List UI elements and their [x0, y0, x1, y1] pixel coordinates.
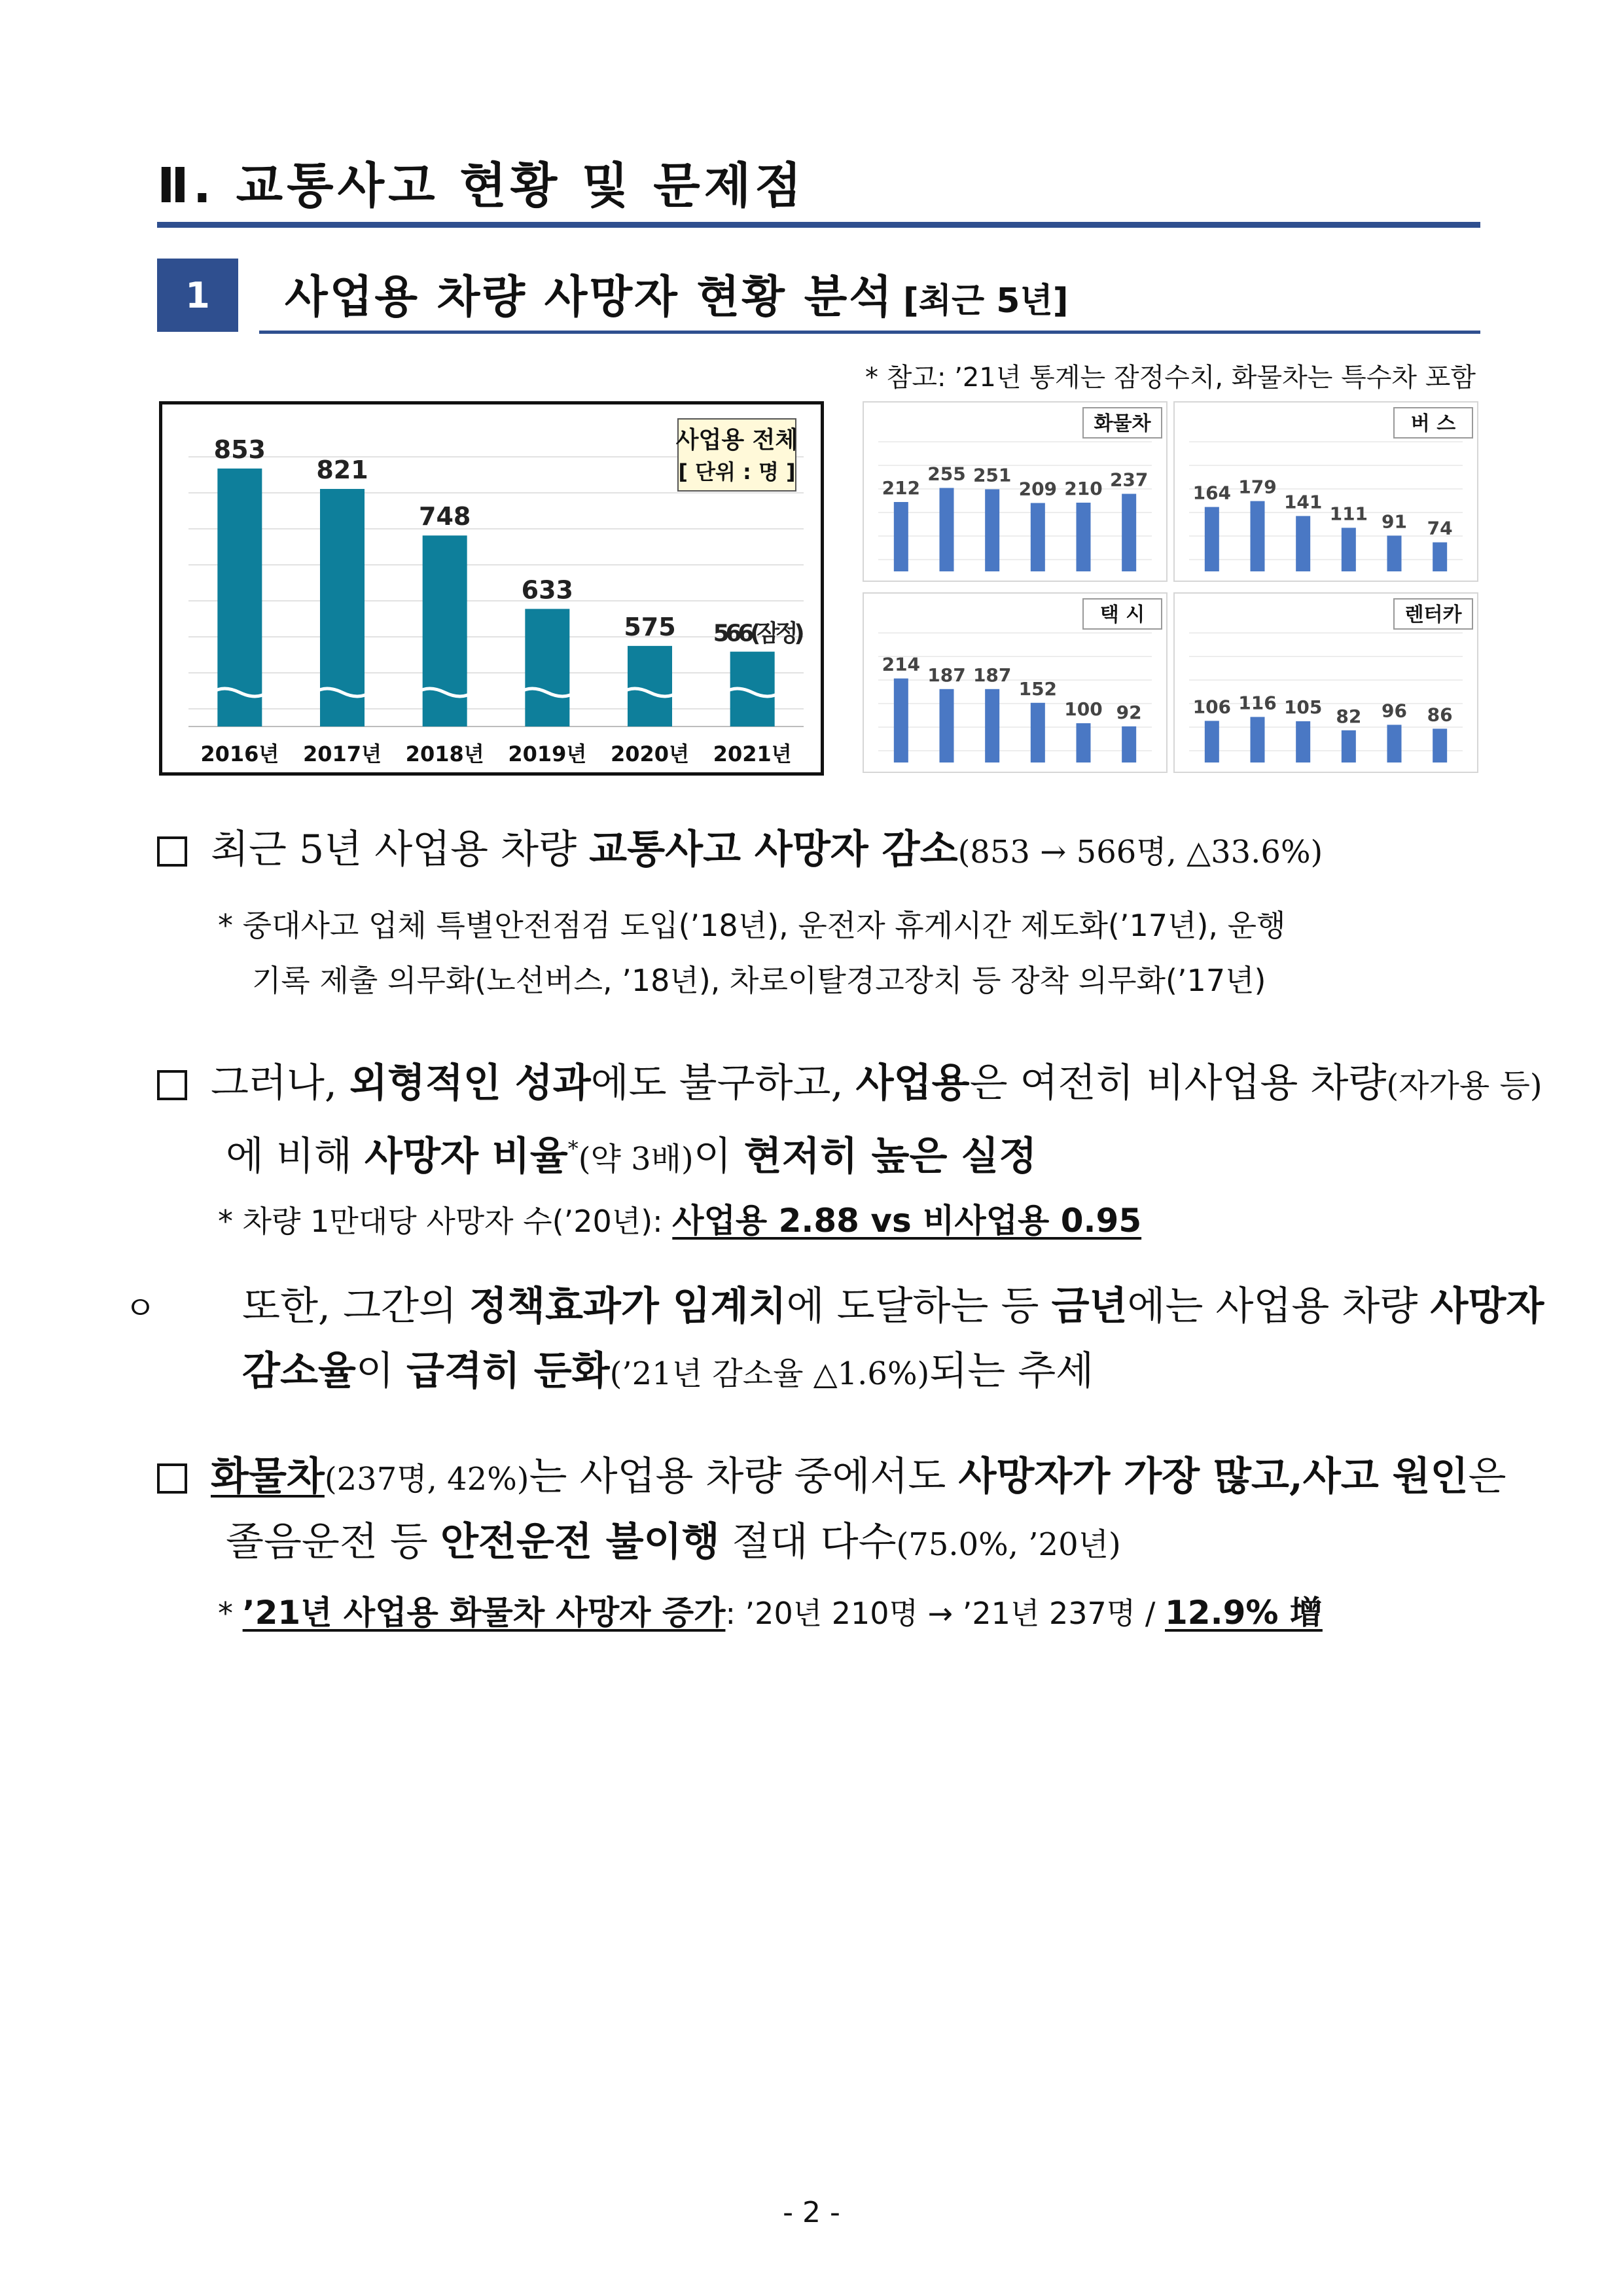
o1-text-g: 이	[355, 1348, 406, 1394]
o1-text-c: 에 도달하는 등	[786, 1283, 1052, 1329]
bar	[1296, 516, 1310, 571]
category-tick-label: 2021년	[713, 742, 792, 766]
data-label: 633	[521, 575, 573, 605]
bar	[1077, 503, 1091, 571]
data-label: 187	[927, 664, 966, 686]
subsection-number: 1	[157, 259, 238, 332]
bar	[628, 646, 672, 726]
rental-chart	[1173, 592, 1478, 773]
data-label: 237	[1109, 469, 1149, 491]
p2-paren-j: (약 3배)	[578, 1141, 694, 1177]
p2-text-c: 에도 불구하고,	[590, 1060, 856, 1106]
data-label: 111	[1329, 503, 1368, 525]
data-label: 91	[1382, 511, 1407, 533]
bar	[1342, 528, 1356, 571]
data-label: 748	[419, 502, 471, 531]
bar	[940, 689, 954, 762]
section-title: Ⅱ. 교통사고 현황 및 문제점	[157, 158, 806, 214]
o1-text-e: 에는 사업용 차량	[1127, 1283, 1431, 1329]
bar	[1387, 535, 1402, 571]
p2-text-e: 은 여전히 비사업용 차량	[969, 1060, 1387, 1106]
category-tick-label: 2016년	[200, 742, 279, 766]
data-label: 100	[1064, 698, 1103, 720]
data-label: 821	[316, 456, 368, 485]
data-label: 853	[213, 435, 266, 464]
bus-chart	[1173, 401, 1478, 582]
data-label: 214	[882, 653, 921, 675]
bar	[1342, 730, 1356, 762]
data-label: 179	[1238, 476, 1277, 498]
o1-paren-i: (’21년 감소율 △1.6%)	[609, 1355, 930, 1392]
chart-title: 택 시	[1099, 603, 1145, 626]
o1-emphasis-h: 급격히 둔화	[406, 1348, 610, 1394]
data-label: 74	[1427, 517, 1453, 539]
sub-bullet-1	[124, 1275, 1544, 1405]
p2-emphasis-b: 외형적인 성과	[349, 1060, 591, 1106]
note-1	[218, 898, 1484, 1008]
data-label: 210	[1064, 478, 1103, 499]
paragraph-1	[157, 818, 1486, 884]
p2-text-a: 그러나,	[211, 1060, 350, 1106]
p1-emphasis: 교통사고 사망자 감소	[589, 827, 958, 872]
note-3	[218, 1585, 1484, 1641]
bar	[1122, 726, 1136, 762]
bar	[1122, 494, 1136, 572]
o1-text-a: 또한, 그간의	[242, 1283, 470, 1329]
o1-emphasis-f: 사망자 감소율	[242, 1283, 1544, 1394]
bar	[1031, 503, 1045, 572]
data-label: 141	[1283, 491, 1323, 513]
bar	[1387, 725, 1402, 762]
chart-title: 렌터카	[1404, 603, 1462, 626]
note-3-text: : ’20년 210명 → ’21년 237명 /	[725, 1596, 1165, 1631]
data-label: 209	[1018, 478, 1058, 500]
paragraph-3	[157, 1445, 1554, 1576]
data-label: 152	[1018, 677, 1058, 700]
note-3-star: *	[218, 1596, 243, 1631]
bar	[1031, 703, 1045, 762]
data-label: 575	[624, 612, 676, 641]
taxi-chart-svg	[864, 594, 1166, 772]
subsection-divider	[259, 331, 1480, 334]
main-chart-svg	[162, 404, 821, 772]
data-label: 187	[972, 664, 1012, 686]
p3-emphasis-d: 사망자가 가장 많고,	[958, 1454, 1303, 1499]
bus-chart-svg	[1175, 403, 1477, 581]
note-2	[218, 1193, 1484, 1249]
p3-text-c: 는 사업용 차량 중에서도	[529, 1454, 959, 1499]
data-label: 164	[1192, 482, 1232, 504]
bar	[985, 490, 999, 572]
data-label: 212	[882, 477, 921, 499]
p3-text-f: 은 졸음운전 등	[226, 1454, 1507, 1565]
section-divider	[157, 222, 1480, 228]
note-2-text: * 차량 1만대당 사망자 수(’20년):	[218, 1204, 673, 1239]
bar	[1296, 721, 1310, 762]
p2-emphasis-h: 사망자 비율	[365, 1134, 568, 1179]
rental-chart-svg	[1175, 594, 1477, 772]
note-2-emphasis: 사업용 2.88 vs 비사업용 0.95	[672, 1202, 1142, 1240]
data-label: 255	[927, 463, 966, 485]
bar	[894, 679, 908, 762]
p2-text-k: 이	[693, 1134, 744, 1179]
p1-text: 최근 5년 사업용 차량	[211, 827, 590, 872]
p1-figures: (853 → 566명, △33.6%)	[957, 834, 1323, 870]
p2-paren-f: (자가용 등)	[1386, 1067, 1543, 1104]
checkbox-bullet	[157, 1070, 187, 1100]
bar	[1251, 501, 1265, 571]
category-tick-label: 2019년	[508, 742, 587, 766]
paragraph-2	[157, 1052, 1554, 1191]
data-label: 116	[1238, 692, 1277, 714]
data-label: 251	[972, 464, 1012, 486]
truck-chart-svg	[864, 403, 1166, 581]
bar	[1433, 728, 1447, 762]
bar	[1077, 723, 1091, 762]
truck-chart	[863, 401, 1168, 582]
o1-emphasis-d: 금년	[1051, 1283, 1128, 1329]
data-label: 106	[1192, 696, 1232, 718]
subsection-title: 사업용 차량 사망자 현황 분석	[285, 272, 894, 323]
chart-title: 사업용 전체	[675, 427, 798, 454]
p2-emphasis-d: 사업용	[855, 1060, 970, 1106]
p3-paren-i: (75.0%, ’20년)	[896, 1526, 1121, 1563]
p2-emphasis-l: 현저히 높은 실정	[743, 1134, 1037, 1179]
reference-note: * 참고: ’21년 통계는 잠정수치, 화물차는 특수차 포함	[865, 363, 1476, 393]
bar	[1205, 507, 1219, 571]
category-tick-label: 2020년	[611, 742, 689, 766]
data-label: 86	[1427, 704, 1453, 726]
data-label: 96	[1382, 700, 1407, 722]
p3-emphasis-a: 화물차	[211, 1454, 325, 1499]
note-3-increase: 12.9% 增	[1165, 1594, 1323, 1632]
note-3-emphasis: ’21년 사업용 화물차 사망자 증가	[242, 1594, 726, 1632]
p2-footnote-mark: *	[567, 1136, 579, 1161]
p3-emphasis-g: 안전운전 불이행	[440, 1519, 720, 1565]
circle-bullet: ㅇ	[124, 1289, 156, 1327]
data-label: 566(잠정)	[713, 620, 805, 647]
data-label: 92	[1116, 701, 1142, 723]
bar	[985, 689, 999, 762]
subsection-period: [최근 5년]	[902, 281, 1069, 321]
checkbox-bullet	[157, 1463, 187, 1494]
chart-title: 화물차	[1094, 412, 1151, 435]
checkbox-bullet	[157, 836, 187, 867]
category-tick-label: 2018년	[405, 742, 484, 766]
bar	[1433, 543, 1447, 571]
p2-text-g: 에 비해	[226, 1134, 365, 1179]
p3-emphasis-e: 사고 원인	[1302, 1454, 1469, 1499]
data-label: 105	[1283, 696, 1323, 718]
taxi-chart	[863, 592, 1168, 773]
o1-text-j: 되는 추세	[929, 1348, 1094, 1394]
p3-text-h: 절대 다수	[719, 1519, 897, 1565]
o1-emphasis-b: 정책효과가 임계치	[469, 1283, 787, 1329]
data-label: 82	[1336, 705, 1362, 727]
note-1-line-2: 기록 제출 의무화(노선버스, ’18년), 차로이탈경고장치 등 장착 의무화(’17년)	[252, 963, 1266, 998]
p3-paren-b: (237명, 42%)	[324, 1461, 529, 1498]
bar	[1205, 721, 1219, 762]
bar	[1251, 717, 1265, 762]
bar	[525, 609, 569, 726]
main-chart	[159, 401, 824, 776]
note-1-line-1: * 중대사고 업체 특별안전점검 도입(’18년), 운전자 휴게시간 제도화(’17년), 운행	[218, 908, 1286, 943]
unit-label: [ 단위 : 명 ]	[678, 459, 796, 484]
page-number: - 2 -	[783, 2196, 840, 2229]
bar	[940, 488, 954, 572]
subsection-heading	[285, 262, 1068, 325]
bar	[894, 502, 908, 571]
category-tick-label: 2017년	[303, 742, 382, 766]
chart-title: 버 스	[1410, 412, 1456, 435]
